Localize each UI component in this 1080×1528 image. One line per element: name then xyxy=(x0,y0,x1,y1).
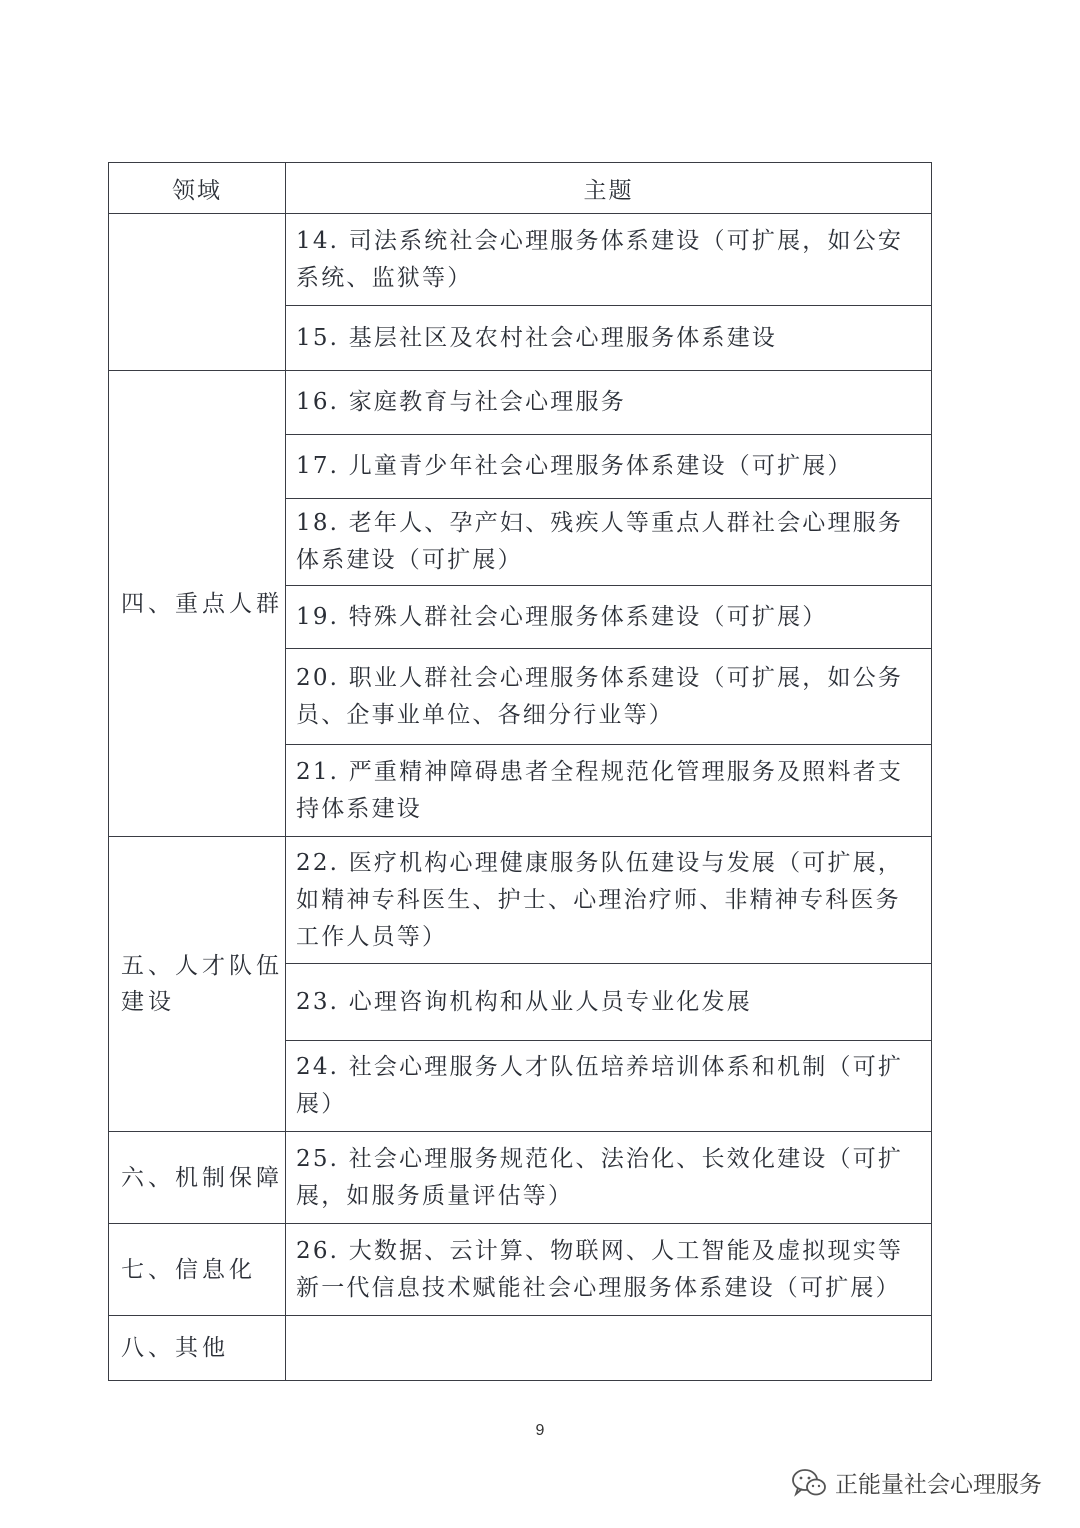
topic-cell: 25. 社会心理服务规范化、法治化、长效化建设（可扩展，如服务质量评估等） xyxy=(286,1132,932,1224)
table-row xyxy=(109,837,932,964)
topic-cell: 22. 医疗机构心理健康服务队伍建设与发展（可扩展，如精神专科医生、护士、心理治疗师、非精神专科医务工作人员等） xyxy=(286,837,932,964)
header-topic: 主题 xyxy=(286,163,932,214)
topic-cell: 19. 特殊人群社会心理服务体系建设（可扩展） xyxy=(286,586,932,649)
table-row xyxy=(109,1224,932,1316)
watermark-text: 正能量社会心理服务 xyxy=(835,1472,1042,1498)
domain-cell xyxy=(109,214,286,371)
topic-cell: 21. 严重精神障碍患者全程规范化管理服务及照料者支持体系建设 xyxy=(286,745,932,837)
domain-cell: 七、信息化 xyxy=(109,1224,286,1316)
topic-cell: 16. 家庭教育与社会心理服务 xyxy=(286,371,932,435)
table-row xyxy=(109,214,932,306)
domain-cell: 五、人才队伍建设 xyxy=(109,837,286,1132)
page-number: 9 xyxy=(535,1422,545,1439)
topic-cell: 23. 心理咨询机构和从业人员专业化发展 xyxy=(286,964,932,1041)
topic-cell xyxy=(286,1316,932,1381)
topic-cell: 17. 儿童青少年社会心理服务体系建设（可扩展） xyxy=(286,435,932,499)
domain-cell: 四、重点人群 xyxy=(109,371,286,837)
topic-cell: 20. 职业人群社会心理服务体系建设（可扩展，如公务员、企事业单位、各细分行业等） xyxy=(286,649,932,745)
topic-cell: 15. 基层社区及农村社会心理服务体系建设 xyxy=(286,306,932,371)
table-header-row xyxy=(109,163,932,214)
header-domain: 领域 xyxy=(109,163,286,214)
wechat-icon xyxy=(791,1468,827,1498)
table-row xyxy=(109,1316,932,1381)
topic-cell: 18. 老年人、孕产妇、残疾人等重点人群社会心理服务体系建设（可扩展） xyxy=(286,499,932,586)
table-row xyxy=(109,371,932,435)
table-row xyxy=(109,1132,932,1224)
topic-cell: 26. 大数据、云计算、物联网、人工智能及虚拟现实等新一代信息技术赋能社会心理服务体系建设（可扩展） xyxy=(286,1224,932,1316)
domain-cell: 六、机制保障 xyxy=(109,1132,286,1224)
topic-cell: 24. 社会心理服务人才队伍培养培训体系和机制（可扩展） xyxy=(286,1041,932,1132)
topic-table xyxy=(108,162,932,1381)
topic-cell: 14. 司法系统社会心理服务体系建设（可扩展，如公安系统、监狱等） xyxy=(286,214,932,306)
domain-cell: 八、其他 xyxy=(109,1316,286,1381)
watermark xyxy=(791,1466,1042,1499)
